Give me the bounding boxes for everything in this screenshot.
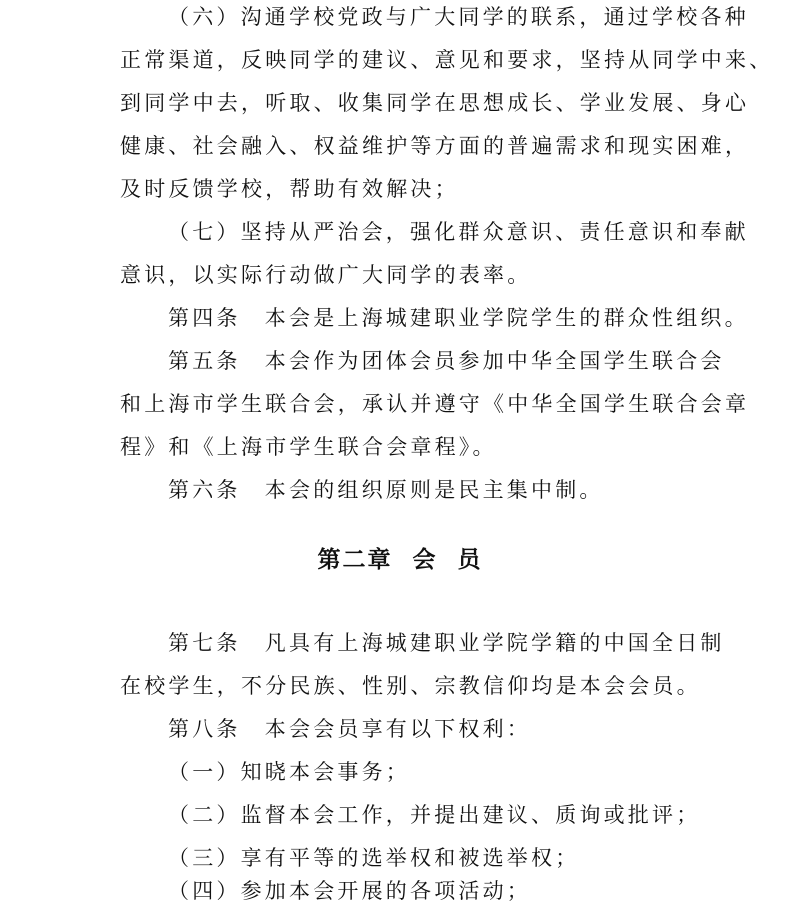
clause-6-line-3: 到同学中去，听取、收集同学在思想成长、学业发展、身心 (120, 91, 750, 115)
article-4: 第四条 本会是上海城建职业学院学生的群众性组织。 (168, 306, 749, 330)
article-5-line-1: 第五条 本会作为团体会员参加中华全国学生联合会 (168, 349, 725, 373)
article-5-line-2: 和上海市学生联合会，承认并遵守《中华全国学生联合会章 (120, 392, 750, 416)
article-6: 第六条 本会的组织原则是民主集中制。 (168, 478, 604, 502)
article-7-line-2: 在校学生，不分民族、性别、宗教信仰均是本会会员。 (120, 674, 701, 698)
clause-6-line-4: 健康、社会融入、权益维护等方面的普遍需求和现实困难， (120, 134, 750, 158)
right-item-2: （二）监督本会工作，并提出建议、质询或批评； (168, 803, 701, 827)
right-item-1: （一）知晓本会事务； (168, 760, 410, 784)
article-5-line-3: 程》和《上海市学生联合会章程》。 (120, 435, 497, 459)
clause-6-line-5: 及时反馈学校，帮助有效解决； (120, 177, 459, 201)
article-7-line-1: 第七条 凡具有上海城建职业学院学籍的中国全日制 (168, 631, 725, 655)
right-item-3: （三）享有平等的选举权和被选举权； (168, 846, 580, 870)
clause-7-line-2: 意识，以实际行动做广大同学的表率。 (120, 263, 532, 287)
clause-6-line-2: 正常渠道，反映同学的建议、意见和要求，坚持从同学中来、 (120, 48, 774, 72)
clause-6-line-1: （六）沟通学校党政与广大同学的联系，通过学校各种 (168, 5, 749, 29)
right-item-4: （四）参加本会开展的各项活动； (168, 879, 531, 903)
article-8: 第八条 本会会员享有以下权利： (168, 717, 531, 741)
clause-7-line-1: （七）坚持从严治会，强化群众意识、责任意识和奉献 (168, 220, 749, 244)
chapter-2-heading: 第二章 会 员 (317, 546, 483, 573)
